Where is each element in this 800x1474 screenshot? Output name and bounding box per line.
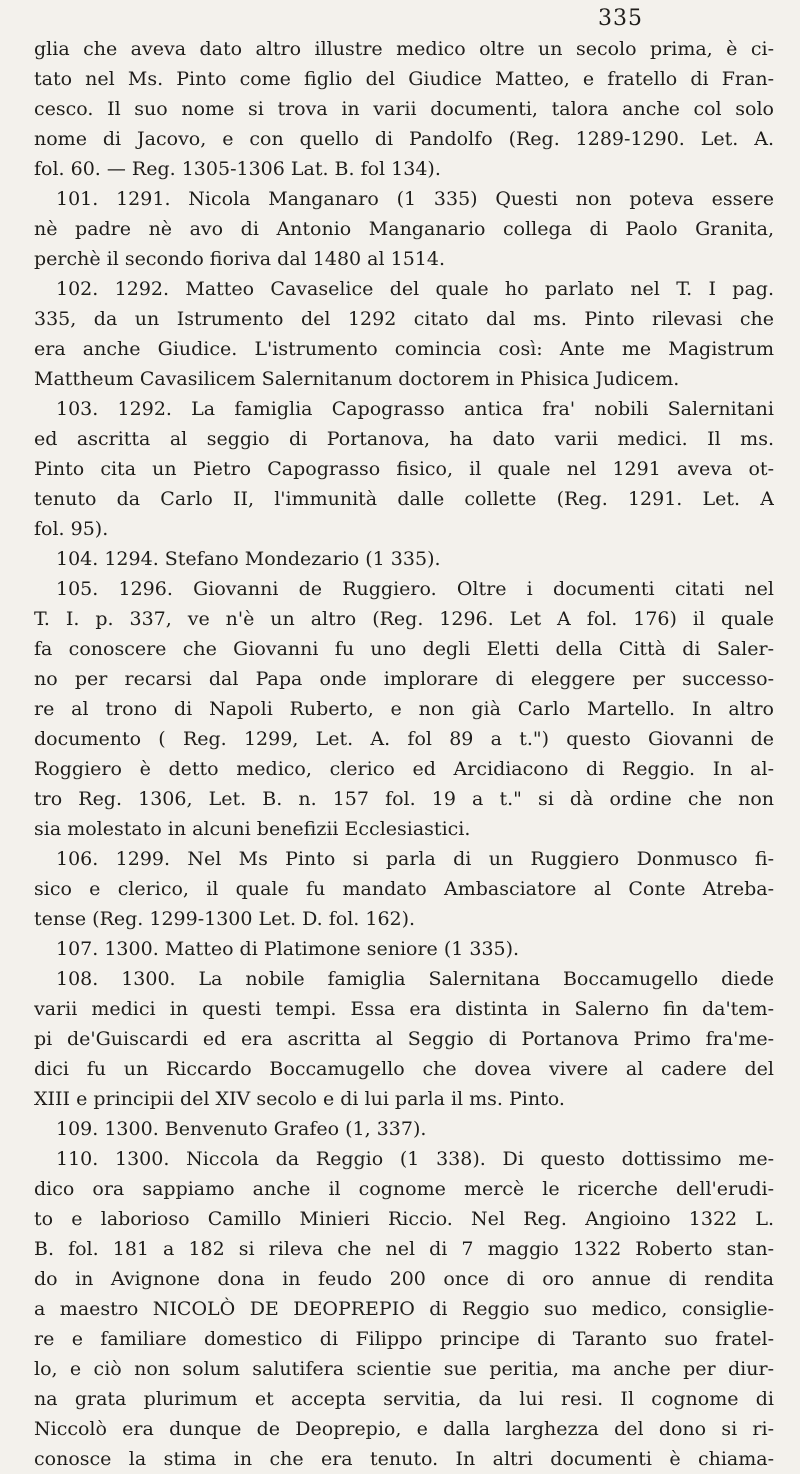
text-line: cesco. Il suo nome si trova in varii documenti, talora anche col solo [34, 98, 774, 120]
text-line: 335, da un Istrumento del 1292 citato dal ms. Pinto rilevasi che [34, 308, 774, 330]
text-line: fa conoscere che Giovanni fu uno degli Eletti della Città di Saler- [34, 638, 774, 660]
text-line: tato nel Ms. Pinto come figlio del Giudice Matteo, e fratello di Fran- [34, 68, 774, 90]
text-line: sia molestato in alcuni benefizii Ecclesiastici. [34, 818, 471, 840]
text-line: pi de'Guiscardi ed era ascritta al Seggio di Portanova Primo fra'me- [34, 1028, 774, 1050]
text-line: nome di Jacovo, e con quello di Pandolfo (Reg. 1289-1290. Let. A. [34, 128, 774, 150]
page-number: 335 [598, 6, 643, 31]
text-line: 103. 1292. La famiglia Capograsso antica fra' nobili Salernitani [56, 398, 774, 420]
text-line: re e familiare domestico di Filippo principe di Taranto suo fratel- [34, 1328, 774, 1350]
text-line: 106. 1299. Nel Ms Pinto si parla di un Ruggiero Donmusco fi- [56, 848, 774, 870]
text-line: 104. 1294. Stefano Mondezario (1 335). [56, 548, 441, 570]
text-line: era anche Giudice. L'istrumento comincia così: Ante me Magistrum [34, 338, 774, 360]
body-text [34, 34, 774, 1474]
text-line: glia che aveva dato altro illustre medico oltre un secolo prima, è ci- [34, 38, 774, 60]
text-line: fol. 60. — Reg. 1305-1306 Lat. B. fol 134). [34, 158, 441, 180]
text-line: do in Avignone dona in feudo 200 once di oro annue di rendita [34, 1268, 774, 1290]
text-line: fol. 95). [34, 518, 109, 540]
text-line: perchè il secondo fioriva dal 1480 al 1514. [34, 248, 446, 270]
text-line: 110. 1300. Niccola da Reggio (1 338). Di questo dottissimo me- [56, 1148, 774, 1170]
text-line: conosce la stima in che era tenuto. In altri documenti è chiama- [34, 1448, 774, 1470]
text-line: tro Reg. 1306, Let. B. n. 157 fol. 19 a t." si dà ordine che non [34, 788, 774, 810]
text-line: lo, e ciò non solum salutifera scientie sue peritia, ma anche per diur- [34, 1358, 774, 1380]
text-line: B. fol. 181 a 182 si rileva che nel di 7 maggio 1322 Roberto stan- [34, 1238, 774, 1260]
text-line: tenuto da Carlo II, l'immunità dalle collette (Reg. 1291. Let. A [34, 488, 774, 510]
text-line: a maestro NICOLÒ DE DEOPREPIO di Reggio suo medico, consiglie- [34, 1298, 774, 1320]
text-line: tense (Reg. 1299-1300 Let. D. fol. 162). [34, 908, 416, 930]
text-line: to e laborioso Camillo Minieri Riccio. Nel Reg. Angioino 1322 L. [34, 1208, 774, 1230]
text-line: Pinto cita un Pietro Capograsso fisico, il quale nel 1291 aveva ot- [34, 458, 774, 480]
text-line: documento ( Reg. 1299, Let. A. fol 89 a t.") questo Giovanni de [34, 728, 774, 750]
text-line: 105. 1296. Giovanni de Ruggiero. Oltre i documenti citati nel [56, 578, 774, 600]
text-line: dici fu un Riccardo Boccamugello che dovea vivere al cadere del [34, 1058, 774, 1080]
text-line: sico e clerico, il quale fu mandato Ambasciatore al Conte Atreba- [34, 878, 774, 900]
text-line: 107. 1300. Matteo di Platimone seniore (1 335). [56, 938, 520, 960]
text-line: nè padre nè avo di Antonio Manganario collega di Paolo Granita, [34, 218, 774, 240]
text-line: na grata plurimum et accepta servitia, da lui resi. Il cognome di [34, 1388, 774, 1410]
text-line: 101. 1291. Nicola Manganaro (1 335) Questi non poteva essere [56, 188, 774, 210]
text-line: re al trono di Napoli Ruberto, e non già Carlo Martello. In altro [34, 698, 774, 720]
text-line: dico ora sappiamo anche il cognome mercè le ricerche dell'erudi- [34, 1178, 774, 1200]
text-line: T. I. p. 337, ve n'è un altro (Reg. 1296. Let A fol. 176) il quale [34, 608, 774, 630]
text-line: 108. 1300. La nobile famiglia Salernitana Boccamugello diede [56, 968, 774, 990]
text-line: no per recarsi dal Papa onde implorare di eleggere per successo- [34, 668, 774, 690]
text-line: 109. 1300. Benvenuto Grafeo (1, 337). [56, 1118, 427, 1140]
text-line: 102. 1292. Matteo Cavaselice del quale ho parlato nel T. I pag. [56, 278, 774, 300]
text-line: XIII e principii del XIV secolo e di lui parla il ms. Pinto. [34, 1088, 565, 1110]
text-line: Mattheum Cavasilicem Salernitanum doctorem in Phisica Judicem. [34, 368, 680, 390]
text-line: Roggiero è detto medico, clerico ed Arcidiacono di Reggio. In al- [34, 758, 774, 780]
text-line: Niccolò era dunque de Deoprepio, e dalla larghezza del dono si ri- [34, 1418, 774, 1440]
text-line: varii medici in questi tempi. Essa era distinta in Salerno fin da'tem- [34, 998, 774, 1020]
text-line: ed ascritta al seggio di Portanova, ha dato varii medici. Il ms. [34, 428, 774, 450]
